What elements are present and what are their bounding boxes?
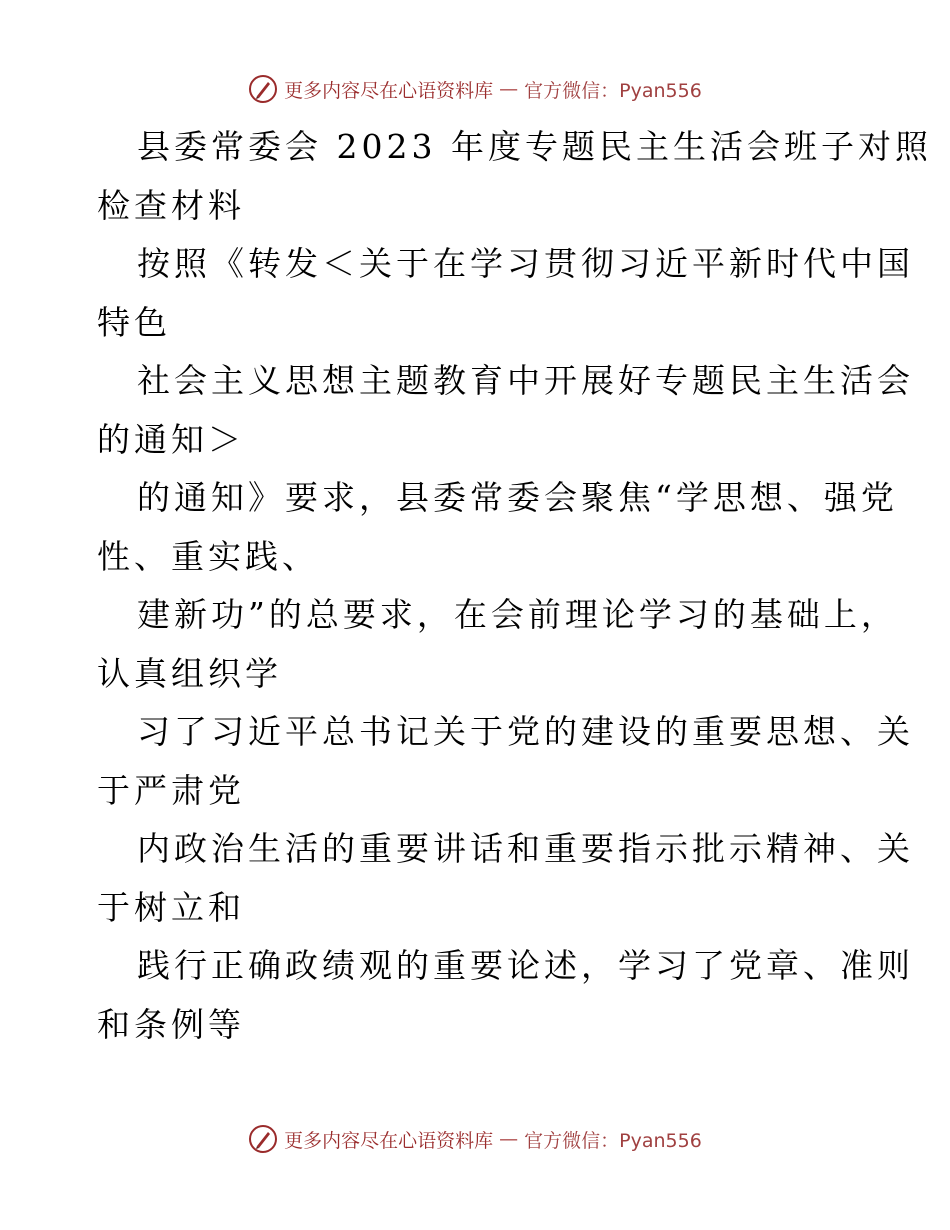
text-line: 按照《转发＜关于在学习贯彻习近平新时代中国 — [137, 244, 914, 283]
watermark-site-text: 更多内容尽在心语资料库 — [284, 79, 494, 102]
watermark-separator: — — [499, 78, 519, 100]
text-line: 践行正确政绩观的重要论述，学习了党章、准则 — [137, 946, 914, 985]
watermark-wechat-text: 官方微信：Pyan556 — [524, 79, 702, 102]
watermark-site-text: 更多内容尽在心语资料库 — [284, 1129, 494, 1152]
quill-pen-logo-icon — [248, 74, 278, 104]
text-line: 性、重实践、 — [97, 536, 319, 576]
text-line: 和条例等 — [97, 1004, 245, 1044]
text-line: 特色 — [97, 302, 171, 342]
footer-watermark — [0, 1124, 950, 1154]
watermark-separator: — — [499, 1128, 519, 1150]
header-watermark — [0, 74, 950, 104]
text-line: 习了习近平总书记关于党的建设的重要思想、关 — [137, 712, 914, 751]
watermark-wechat-text: 官方微信：Pyan556 — [524, 1129, 702, 1152]
text-line: 的通知》要求，县委常委会聚焦“学思想、强党 — [137, 478, 898, 517]
document-body — [97, 118, 932, 1054]
text-line: 于树立和 — [97, 887, 245, 927]
text-line: 建新功”的总要求，在会前理论学习的基础上， — [137, 595, 898, 634]
text-line: 检查材料 — [97, 185, 245, 225]
quill-pen-logo-icon — [248, 1124, 278, 1154]
text-line: 的通知＞ — [97, 419, 245, 459]
text-line: 内政治生活的重要讲话和重要指示批示精神、关 — [137, 829, 914, 868]
text-line: 社会主义思想主题教育中开展好专题民主生活会 — [137, 361, 914, 400]
text-line: 认真组织学 — [97, 653, 282, 693]
text-line: 县委常委会 2023 年度专题民主生活会班子对照 — [137, 127, 932, 166]
text-line: 于严肃党 — [97, 770, 245, 810]
